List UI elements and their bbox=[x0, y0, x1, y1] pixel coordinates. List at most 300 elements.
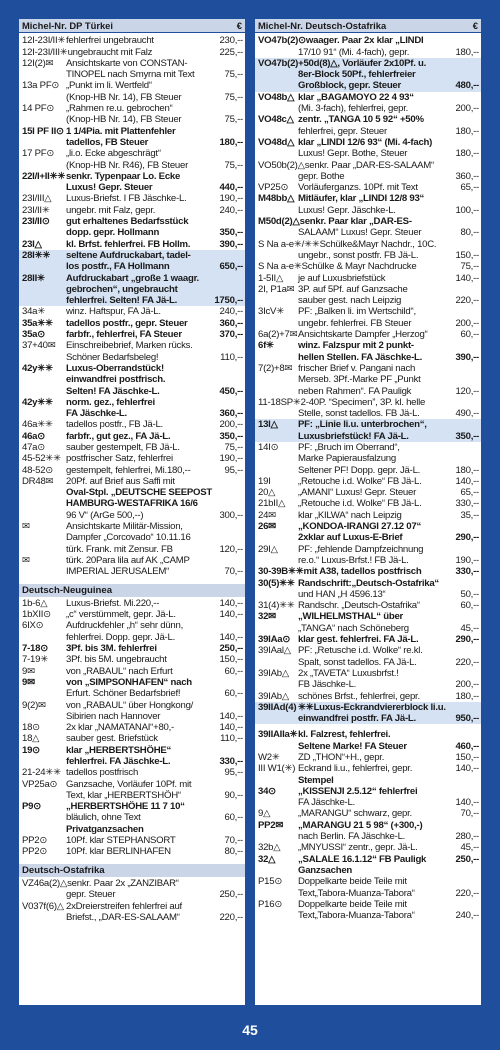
catalog-number: 47a⊙ bbox=[22, 441, 46, 453]
catalog-row bbox=[19, 812, 245, 823]
catalog-number: 6IX⊙ bbox=[22, 620, 44, 632]
item-price: 490,-- bbox=[455, 408, 479, 420]
item-price bbox=[239, 487, 243, 498]
catalog-row bbox=[255, 465, 481, 476]
catalog-number: 19I bbox=[258, 475, 271, 487]
catalog-row bbox=[255, 510, 481, 521]
item-price: 120,-- bbox=[455, 385, 479, 397]
catalog-number: M50d(2)△ bbox=[258, 216, 300, 228]
item-price bbox=[475, 239, 479, 250]
item-description: fehlerfrei. Dopp. gepr. Jä-L. bbox=[66, 631, 176, 643]
catalog-row bbox=[255, 910, 481, 921]
item-description: klar gest. fehlerfrei. FA Jä-L. bbox=[298, 634, 419, 646]
item-price: 220,-- bbox=[455, 295, 479, 307]
catalog-number bbox=[22, 532, 66, 543]
item-description: dopp. gepr. Hollmann bbox=[66, 227, 160, 239]
catalog-number: VO48c△ bbox=[258, 114, 294, 126]
item-description: winz. Haftspur, FA Jä-L. bbox=[66, 306, 161, 318]
catalog-row bbox=[19, 193, 245, 204]
item-price bbox=[475, 374, 479, 385]
item-price: 75,-- bbox=[224, 441, 243, 453]
catalog-row bbox=[19, 295, 245, 306]
right-header-currency: € bbox=[472, 20, 478, 31]
item-price: 150,-- bbox=[455, 752, 479, 763]
item-description: , Vorläufer 2x10Pf. u. bbox=[337, 57, 427, 69]
item-description: Aufdruckfehler „h“ sehr dünn, bbox=[66, 620, 184, 632]
item-price: 200,-- bbox=[455, 679, 479, 691]
catalog-row bbox=[19, 801, 245, 812]
catalog-row bbox=[255, 80, 481, 91]
item-description: „Rahmen re.u. gebrochen“ bbox=[66, 103, 173, 115]
item-description: einwandfrei postfrisch. bbox=[66, 374, 166, 386]
item-price: 45,-- bbox=[460, 842, 479, 854]
item-price bbox=[239, 677, 243, 688]
item-price bbox=[239, 878, 243, 889]
item-description: 10Pf. klar BERLINHAFEN bbox=[66, 846, 171, 858]
catalog-number bbox=[22, 160, 66, 171]
item-price bbox=[239, 532, 243, 543]
catalog-number: 34⊙ bbox=[258, 785, 276, 797]
catalog-row bbox=[19, 598, 245, 609]
item-description: 2-40P. “Specimen”, 3P. kl. helle bbox=[300, 396, 426, 408]
catalog-row bbox=[255, 763, 481, 774]
item-price: 480,-- bbox=[455, 80, 479, 92]
item-description: gestempelt, fehlerfrei, Mi.180,-- bbox=[66, 464, 191, 476]
catalog-number bbox=[258, 775, 298, 786]
item-description: PF: „Linie li.u. unterbrochen“, bbox=[298, 419, 427, 431]
item-description: ZD „THON“+H., gepr. bbox=[298, 752, 385, 763]
item-price: 75,-- bbox=[460, 261, 479, 273]
item-price: 140,-- bbox=[219, 631, 243, 643]
catalog-row bbox=[19, 666, 245, 677]
item-description: schönes Brfst., fehlerfrei, gepr. bbox=[298, 690, 420, 702]
catalog-row bbox=[19, 408, 245, 419]
catalog-row bbox=[255, 397, 481, 408]
catalog-number: 7-18⊙ bbox=[22, 643, 48, 655]
item-description: FA Jäschke-L. bbox=[298, 797, 356, 809]
catalog-number: 7-19✳ bbox=[22, 654, 48, 666]
item-price bbox=[239, 284, 243, 295]
catalog-row bbox=[19, 767, 245, 778]
left-listing bbox=[19, 35, 245, 577]
item-price bbox=[475, 899, 479, 910]
item-description: Einschreibebrief, Marken rücks. bbox=[66, 340, 193, 352]
item-description: 3P. auf 5Pf. auf Ganzsache bbox=[298, 283, 408, 295]
item-description: ungebr., sonst postfr. FB Jä-L. bbox=[298, 249, 419, 261]
item-description: „MARANGU“ schwarz, gepr. bbox=[298, 808, 412, 820]
catalog-number: 1b-6△ bbox=[22, 597, 48, 609]
catalog-row bbox=[255, 657, 481, 668]
item-description: tadellos postfrisch bbox=[66, 767, 139, 779]
catalog-number: 39IAal△ bbox=[258, 645, 291, 657]
catalog-row bbox=[19, 878, 245, 889]
catalog-row bbox=[19, 790, 245, 801]
item-description: einwandfrei postfr. FA Jä-L. bbox=[298, 713, 416, 725]
catalog-number bbox=[22, 790, 66, 801]
item-description: klar „HERBERTSHÖHE“ bbox=[66, 744, 172, 756]
item-description: re.o.“ Luxus-Brfst.! FB Jä-L. bbox=[298, 554, 409, 566]
item-description: 96 V“ (ArGe 500,--) bbox=[66, 509, 144, 521]
left-header-title: Michel-Nr. DP Türkei bbox=[22, 20, 113, 31]
catalog-number: 31(4)✳✳ bbox=[258, 600, 295, 612]
item-description: Privatganzsachen bbox=[66, 823, 144, 835]
catalog-row bbox=[255, 532, 481, 543]
catalog-number bbox=[258, 888, 298, 899]
catalog-number: S Na a-e✳ bbox=[258, 261, 302, 273]
catalog-row bbox=[255, 171, 481, 182]
item-description: PF: „Retusche i.d. Wolke“ re.kl. bbox=[298, 645, 423, 657]
catalog-number bbox=[22, 812, 66, 823]
catalog-row bbox=[255, 797, 481, 808]
catalog-number bbox=[22, 69, 66, 80]
catalog-row bbox=[255, 808, 481, 819]
catalog-number: 23I/II⊙ bbox=[22, 216, 50, 228]
catalog-number: 21-24✳✳ bbox=[22, 767, 61, 779]
item-description: Randschr. „Deutsch-Ostafrika“ bbox=[298, 600, 420, 612]
item-price: 180,-- bbox=[455, 148, 479, 160]
catalog-number: VO50b(2)△ bbox=[258, 159, 305, 171]
item-price: 60,-- bbox=[224, 812, 243, 824]
catalog-row bbox=[19, 824, 245, 835]
deutsch-ostafrika-listing bbox=[19, 878, 245, 923]
item-price: 650,-- bbox=[219, 261, 243, 273]
item-description: Doppelkarte beide Teile mit bbox=[298, 898, 407, 910]
catalog-row bbox=[19, 453, 245, 464]
item-description: winz. Falzspur mit 2 punkt- bbox=[298, 340, 414, 352]
item-description: frischer Brief v. Pangani nach bbox=[298, 362, 416, 374]
item-price: 140,-- bbox=[219, 609, 243, 621]
catalog-number bbox=[22, 227, 66, 238]
catalog-number bbox=[258, 741, 298, 752]
item-description: Stelle, sonst tadellos. FB Jä-L. bbox=[298, 408, 420, 420]
catalog-number bbox=[22, 510, 66, 521]
catalog-row bbox=[255, 842, 481, 853]
catalog-number bbox=[258, 47, 298, 58]
catalog-row bbox=[255, 453, 481, 464]
item-price: 150,-- bbox=[455, 249, 479, 261]
item-price: 140,-- bbox=[219, 722, 243, 734]
catalog-row bbox=[19, 137, 245, 148]
item-price bbox=[239, 273, 243, 284]
item-description: norm. gez., fehlerfrei bbox=[66, 396, 155, 408]
item-description: Schöner Bedarfsbeleg! bbox=[66, 351, 159, 363]
item-price: 240,-- bbox=[455, 910, 479, 922]
item-price bbox=[475, 69, 479, 80]
item-description: von „SIMPSONHAFEN“ nach bbox=[66, 676, 192, 688]
item-price: 180,-- bbox=[455, 125, 479, 137]
catalog-row bbox=[255, 888, 481, 899]
item-price bbox=[239, 363, 243, 374]
item-description: „Retouche i.d. Wolke“ FB Jä-L. bbox=[298, 498, 422, 510]
catalog-number: 20△ bbox=[258, 487, 276, 499]
catalog-number: 3IcV✳ bbox=[258, 306, 284, 318]
catalog-row bbox=[19, 498, 245, 509]
catalog-number bbox=[22, 912, 66, 923]
catalog-row bbox=[255, 103, 481, 114]
item-price: 180,-- bbox=[455, 46, 479, 58]
catalog-number bbox=[22, 889, 66, 900]
item-description: ✳✳Luxus-Eckrandviererblock li.u. bbox=[298, 701, 446, 713]
item-price: 440,-- bbox=[219, 182, 243, 194]
catalog-number bbox=[258, 657, 298, 668]
item-description: 1 1/4Pia. mit Plattenfehler bbox=[66, 125, 176, 137]
catalog-number bbox=[258, 453, 298, 464]
item-description: FB Jäschke-L. bbox=[298, 679, 357, 691]
item-description: mit A38, tadellos postfrisch bbox=[303, 566, 422, 578]
item-description: 17/10 91“ (Mi. 4-fach), gepr. bbox=[298, 46, 410, 58]
catalog-number: W2✳ bbox=[258, 752, 280, 763]
catalog-row bbox=[19, 779, 245, 790]
item-description: senkr. Typenpaar Lo. Ecke bbox=[66, 170, 181, 182]
item-description: Text„Tabora-Muanza-Tabora“ bbox=[298, 887, 415, 899]
item-price: 95,-- bbox=[224, 767, 243, 779]
catalog-number bbox=[258, 374, 298, 385]
item-price: 65,-- bbox=[460, 182, 479, 194]
item-price bbox=[239, 58, 243, 69]
catalog-row bbox=[255, 148, 481, 159]
item-price bbox=[239, 216, 243, 227]
catalog-number: 32b△ bbox=[258, 842, 281, 854]
item-description: klar „BAGAMOYO 22 4 93“ bbox=[298, 91, 414, 103]
catalog-number: III W1(✳) bbox=[258, 763, 296, 775]
catalog-row bbox=[255, 318, 481, 329]
item-price: 70,-- bbox=[460, 808, 479, 820]
item-price bbox=[239, 521, 243, 532]
item-price: 460,-- bbox=[455, 740, 479, 752]
catalog-number bbox=[258, 69, 298, 80]
item-description: Seltene Marke! FA Steuer bbox=[298, 740, 407, 752]
catalog-number: 28II✳ bbox=[22, 272, 45, 284]
catalog-row bbox=[255, 273, 481, 284]
catalog-number: 35a✳✳ bbox=[22, 317, 53, 329]
item-price: 110,-- bbox=[220, 733, 243, 745]
item-description: farbfr., gut gez., FA Jä-L. bbox=[66, 430, 171, 442]
catalog-row bbox=[255, 114, 481, 125]
catalog-row bbox=[19, 521, 245, 532]
catalog-row bbox=[255, 137, 481, 148]
catalog-row bbox=[255, 250, 481, 261]
item-price bbox=[475, 578, 479, 589]
item-price: 300,-- bbox=[219, 509, 243, 521]
item-description: sauber gest. nach Leipzig bbox=[298, 295, 402, 307]
item-description: „Retouche i.d. Wolke“ FB Jä-L. bbox=[298, 475, 422, 487]
item-price: 225,-- bbox=[219, 46, 243, 58]
catalog-row bbox=[19, 273, 245, 284]
item-description: „c“ verstümmelt, gepr. Jä-L. bbox=[66, 609, 176, 621]
catalog-number bbox=[258, 431, 298, 442]
catalog-number: 14 PF⊙ bbox=[22, 103, 55, 115]
item-description: türk. Frank. mit Zensur. FB bbox=[66, 543, 173, 555]
item-price: 240,-- bbox=[219, 204, 243, 216]
item-description: 3Pf. bis 3M. fehlerfrei bbox=[66, 643, 157, 655]
item-description: Erfurt. Schöner Bedarfsbrief! bbox=[66, 688, 181, 700]
item-description: Text, klar „HERBERTSHÖH“ bbox=[66, 789, 181, 801]
item-description: „AMANI“ Luxus! Gepr. Steuer bbox=[298, 487, 417, 499]
catalog-number: P15⊙ bbox=[258, 876, 283, 888]
item-price: 350,-- bbox=[219, 227, 243, 239]
catalog-row bbox=[19, 700, 245, 711]
catalog-number bbox=[258, 532, 298, 543]
item-price bbox=[239, 700, 243, 711]
item-price: 75,-- bbox=[224, 69, 243, 81]
catalog-number bbox=[258, 205, 298, 216]
catalog-row bbox=[255, 92, 481, 103]
item-description: Aufdruckabart „große 1 waagr. bbox=[66, 272, 199, 284]
item-price: 360,-- bbox=[455, 170, 479, 182]
catalog-row bbox=[255, 668, 481, 679]
catalog-number: 6f✳ bbox=[258, 340, 274, 352]
item-price: 90,-- bbox=[224, 789, 243, 801]
catalog-row bbox=[19, 419, 245, 430]
catalog-number: 39IIAd(4) bbox=[258, 701, 297, 713]
catalog-row bbox=[19, 756, 245, 767]
item-price: 180,-- bbox=[219, 136, 243, 148]
item-description: „SALALE 16.1.12“ FB Pauligk bbox=[298, 853, 427, 865]
item-description: waager. Paar 2x klar „LINDI bbox=[305, 35, 424, 47]
item-description: türk. 20Para lila auf AK „CAMP bbox=[66, 554, 190, 566]
item-description: von „RABAUL“ über Hongkong/ bbox=[66, 699, 194, 711]
catalog-row bbox=[255, 831, 481, 842]
catalog-row bbox=[19, 677, 245, 688]
catalog-row bbox=[19, 239, 245, 250]
item-description: Schülke&Mayr Nachdr., 10C. bbox=[319, 238, 437, 250]
catalog-number: 30(5)✳✳ bbox=[258, 577, 295, 589]
item-description: PF: „Bruch im Oberrand“, bbox=[298, 441, 400, 453]
catalog-number: 23I/III△ bbox=[22, 193, 52, 205]
catalog-row bbox=[19, 654, 245, 665]
catalog-number: 32✉ bbox=[258, 611, 276, 623]
item-price bbox=[239, 901, 243, 912]
item-description: 2x „TAVETA“ Luxusbrfst.! bbox=[298, 667, 399, 679]
catalog-number: 9✉ bbox=[22, 676, 35, 688]
catalog-row bbox=[255, 126, 481, 137]
catalog-number: 18△ bbox=[22, 733, 40, 745]
item-description: tadellos postfr., gepr. Steuer bbox=[66, 317, 188, 329]
item-description: 10Pf. klar STEPHANSORT bbox=[66, 835, 176, 847]
catalog-number bbox=[22, 632, 66, 643]
catalog-number bbox=[258, 831, 298, 842]
catalog-row bbox=[19, 261, 245, 272]
catalog-row bbox=[255, 865, 481, 876]
item-description: „WILHELMSTHAL“ über bbox=[298, 611, 404, 623]
item-price: 75,-- bbox=[224, 91, 243, 103]
item-description: PF: „Balken li. im Wertschild“, bbox=[298, 306, 416, 318]
catalog-number bbox=[258, 555, 298, 566]
item-description: klar „KILWA“ nach Leipzig bbox=[298, 509, 402, 521]
catalog-number: 21bII△ bbox=[258, 498, 286, 510]
catalog-row bbox=[19, 901, 245, 912]
item-description: Luxus! Gepr. Jäschke-L. bbox=[298, 204, 396, 216]
catalog-row bbox=[19, 442, 245, 453]
catalog-number bbox=[22, 824, 66, 835]
catalog-number bbox=[258, 910, 298, 921]
item-price bbox=[475, 284, 479, 295]
catalog-row bbox=[19, 397, 245, 408]
catalog-row bbox=[19, 846, 245, 857]
item-description: seltene Aufdruckabart, tadel- bbox=[66, 249, 191, 261]
item-description: neben Rahmen“. FA Pauligk bbox=[298, 385, 412, 397]
catalog-number: VO47b(2)⊙ bbox=[258, 35, 306, 47]
item-description: farbfr., fehlerfrei, FA Steuer bbox=[66, 329, 182, 341]
catalog-row bbox=[255, 741, 481, 752]
catalog-row bbox=[19, 340, 245, 351]
catalog-number: 2I, P1a✉ bbox=[258, 283, 295, 295]
catalog-row bbox=[255, 227, 481, 238]
item-price: 140,-- bbox=[455, 763, 479, 775]
catalog-row bbox=[19, 835, 245, 846]
item-price: 200,-- bbox=[219, 419, 243, 431]
item-price: 330,-- bbox=[455, 566, 479, 578]
item-price bbox=[475, 137, 479, 148]
item-description: gut erhaltenes Bedarfsstück bbox=[66, 216, 189, 228]
catalog-row bbox=[19, 114, 245, 125]
catalog-number: 48-52⊙ bbox=[22, 464, 54, 476]
catalog-row bbox=[255, 786, 481, 797]
catalog-number bbox=[258, 295, 298, 306]
item-price: 190,-- bbox=[219, 193, 243, 205]
item-description: Selten! FA Jäschke-L. bbox=[66, 385, 160, 397]
catalog-row bbox=[19, 555, 245, 566]
item-description: je auf Luxusbriefstück bbox=[298, 272, 386, 284]
item-price: 60,-- bbox=[224, 688, 243, 700]
catalog-number: P16⊙ bbox=[258, 898, 283, 910]
item-price: 390,-- bbox=[455, 351, 479, 363]
item-description: „Punkt im li. Wertfeld“ bbox=[66, 80, 152, 92]
item-description: postfrischer Satz, fehlerfrei bbox=[66, 453, 173, 465]
item-description: „MARANGU 21 5 98“ (+300,-) bbox=[298, 819, 423, 831]
catalog-row bbox=[255, 729, 481, 740]
catalog-row bbox=[255, 329, 481, 340]
catalog-number: 13a PF⊙ bbox=[22, 80, 60, 92]
catalog-row bbox=[255, 205, 481, 216]
item-description: Text„Tabora-Muanza-Tabora“ bbox=[298, 910, 415, 922]
item-price: 220,-- bbox=[455, 887, 479, 899]
catalog-number: PP2✉ bbox=[258, 819, 284, 831]
item-description: ungebr. fehlerfrei. FB Steuer bbox=[298, 317, 412, 329]
catalog-number bbox=[258, 227, 298, 238]
item-description: Luxus-Briefst. Mi.220,-- bbox=[66, 597, 160, 609]
catalog-row bbox=[19, 745, 245, 756]
item-price bbox=[239, 80, 243, 91]
item-price: 370,-- bbox=[219, 329, 243, 341]
catalog-row bbox=[255, 193, 481, 204]
catalog-row bbox=[19, 171, 245, 182]
item-description: Marke Papierausfalzung bbox=[298, 453, 396, 465]
catalog-row bbox=[19, 431, 245, 442]
item-price bbox=[239, 103, 243, 114]
item-price: 290,-- bbox=[455, 532, 479, 544]
catalog-number: 14I⊙ bbox=[258, 441, 279, 453]
item-price: 60,-- bbox=[460, 329, 479, 341]
item-description: sauber gestempelt, FB Jä-L. bbox=[66, 441, 180, 453]
item-price: 290,-- bbox=[455, 634, 479, 646]
catalog-number: V037f(6)△ bbox=[22, 900, 64, 912]
left-column bbox=[19, 19, 245, 1005]
catalog-number bbox=[22, 295, 66, 306]
catalog-number: VZ46a(2)△ bbox=[22, 877, 68, 889]
item-price bbox=[475, 216, 479, 227]
catalog-row bbox=[255, 442, 481, 453]
page-number: 45 bbox=[242, 1022, 258, 1038]
item-price: 140,-- bbox=[219, 710, 243, 722]
deutsch-neuguinea-listing bbox=[19, 598, 245, 858]
item-description: 2x klar „NAMATANAI“+80,- bbox=[66, 722, 174, 734]
item-description: Luxus! Gepr. Bothe, Steuer bbox=[298, 148, 408, 160]
item-description: 8er-Block 50Pf., fehlerfreier bbox=[298, 69, 416, 81]
item-price bbox=[475, 521, 479, 532]
item-price: 35,-- bbox=[460, 509, 479, 521]
catalog-row bbox=[255, 876, 481, 887]
